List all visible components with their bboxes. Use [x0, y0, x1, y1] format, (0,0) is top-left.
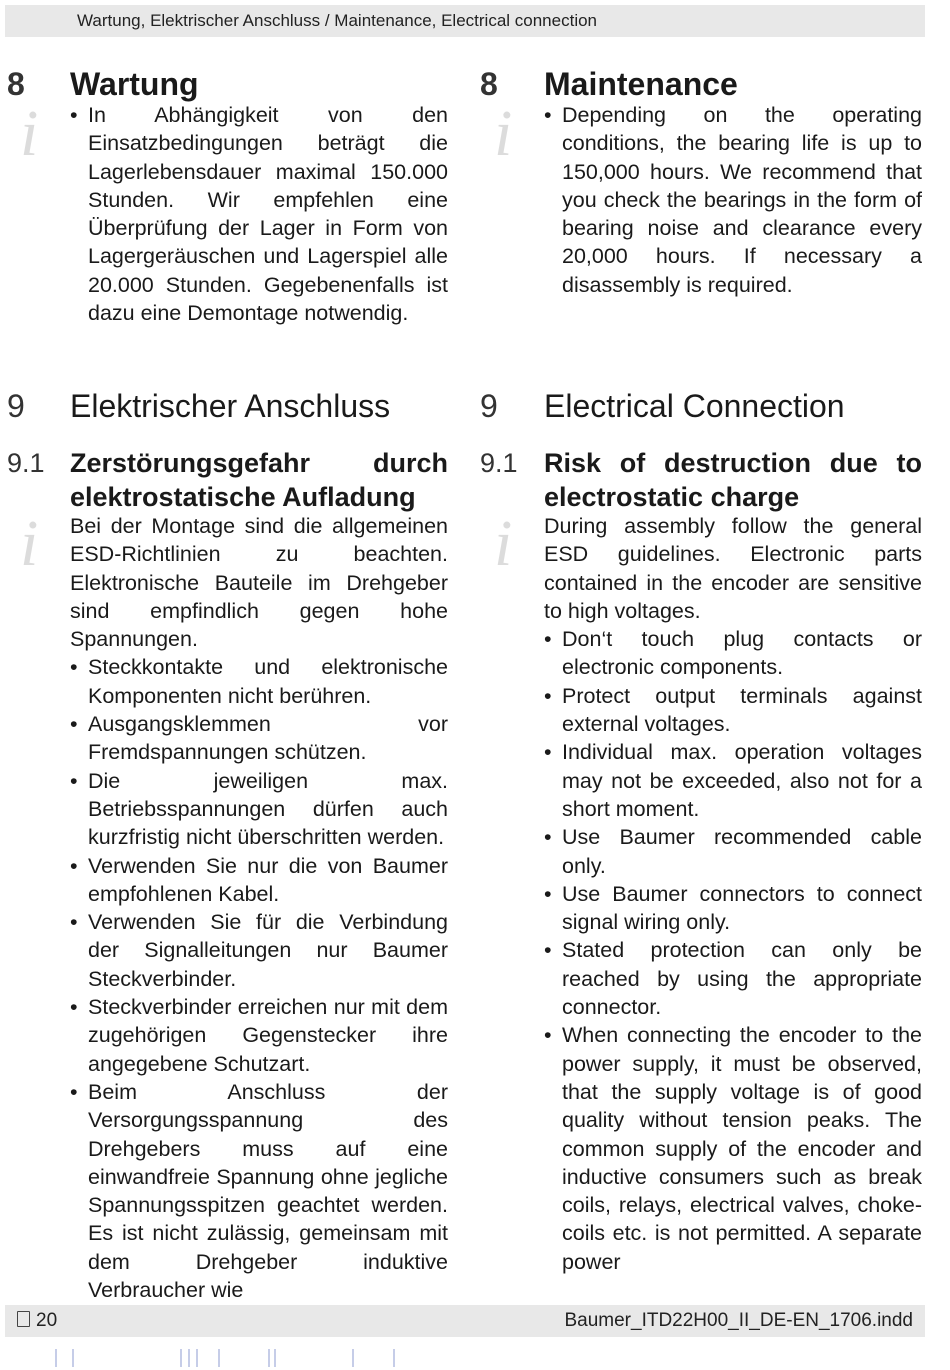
page-number: 20	[36, 1310, 58, 1331]
page-header	[5, 5, 925, 37]
info-icon: i	[494, 507, 513, 580]
list-item: • When connecting the encoder to the power supply, it must be observed, that the supply voltage is of good quality without tension peaks. The common supply of the encoder and inductive consumers such as break coils, relays, electrical valves, choke-coils etc. is not permitted. A separate power	[544, 1021, 922, 1276]
section-9-1-body	[70, 512, 448, 1304]
section-9-1-number: 9.1	[7, 448, 45, 478]
list-item: • Steckverbinder erreichen nur mit dem zugehörigen Gegenstecker ihre angegebene Schutzart.	[70, 993, 448, 1078]
section-9-number: 9	[7, 388, 25, 424]
file-name: Baumer_ITD22H00_II_DE-EN_1706.indd	[564, 1310, 913, 1331]
info-icon: i	[494, 97, 513, 170]
section-9-1-number: 9.1	[480, 448, 518, 478]
section-9-1-title: Risk of destruction due to electrostatic charge	[544, 448, 922, 512]
list-item: • Use Baumer connectors to connect signal wiring only.	[544, 880, 922, 937]
info-icon: i	[20, 507, 39, 580]
list-item: • Stated protection can only be reached by using the appropriate connector.	[544, 936, 922, 1021]
page-number-area	[17, 1305, 57, 1337]
list-item: • Beim Anschluss der Versorgungsspannung des Drehgebers muss auf eine einwandfreie Spannung ohne jegliche Spannungsspitzen geachtet werden. Es ist nicht zulässig, gemeinsam mit dem Drehgeber induktive Verbraucher wie	[70, 1078, 448, 1304]
list-item: • Depending on the operating conditions, the bearing life is up to 150,000 hours. We recommend that you check the bearings in the form of bearing noise and clearance every 20,000 hours. If necessary a disassembly is required.	[544, 101, 922, 299]
list-item: • Use Baumer recommended cable only.	[544, 823, 922, 880]
list-item: • Protect output terminals against external voltages.	[544, 682, 922, 739]
header-title: Wartung, Elektrischer Anschluss / Maintenance, Electrical connection	[77, 11, 598, 30]
section-8-number: 8	[7, 66, 25, 102]
section-9-1-body	[544, 512, 922, 1276]
section-9-number: 9	[480, 388, 498, 424]
list-item: • Die jeweiligen max. Betriebsspannungen dürfen auch kurzfristig nicht überschritten werden.	[70, 767, 448, 852]
list-item: • Verwenden Sie nur die von Baumer empfohlenen Kabel.	[70, 852, 448, 909]
section-8-body	[544, 101, 922, 299]
section-9-title: Electrical Connection	[544, 388, 845, 424]
info-icon: i	[20, 97, 39, 170]
section-8-title: Maintenance	[544, 66, 738, 102]
list-item: • In Abhängigkeit von den Einsatzbedingungen beträgt die Lagerlebensdauer maximal 150.000 Stunden. Wir empfehlen eine Überprüfung der Lager in Form von Lagergeräuschen und Lagerspiel alle 20.000 Stunden. Gegebenenfalls ist dazu eine Demontage notwendig.	[70, 101, 448, 327]
section-8-number: 8	[480, 66, 498, 102]
list-item: • Individual max. operation voltages may not be exceeded, also not for a short moment.	[544, 738, 922, 823]
registration-marks	[0, 1345, 950, 1370]
list-item: • Steckkontakte und elektronische Komponenten nicht berühren.	[70, 653, 448, 710]
document-icon	[17, 1311, 30, 1327]
intro-paragraph: Bei der Montage sind die allgemeinen ESD-Richtlinien zu beachten. Elektronische Bauteile im Drehgeber sind empfindlich gegen hohe Spannungen.	[70, 514, 448, 652]
page-footer	[5, 1305, 925, 1337]
section-9-title: Elektrischer Anschluss	[70, 388, 391, 424]
intro-paragraph: During assembly follow the general ESD guidelines. Electronic parts contained in the encoder are sensitive to high voltages.	[544, 514, 922, 623]
list-item: • Ausgangsklemmen vor Fremdspannungen schützen.	[70, 710, 448, 767]
section-8-body	[70, 101, 448, 327]
list-item: • Don‘t touch plug contacts or electronic components.	[544, 625, 922, 682]
section-9-1-title: Zerstörungsgefahr durch elektrostatische Aufladung	[70, 448, 448, 512]
list-item: • Verwenden Sie für die Verbindung der Signalleitungen nur Baumer Steckverbinder.	[70, 908, 448, 993]
section-8-title: Wartung	[70, 66, 199, 102]
